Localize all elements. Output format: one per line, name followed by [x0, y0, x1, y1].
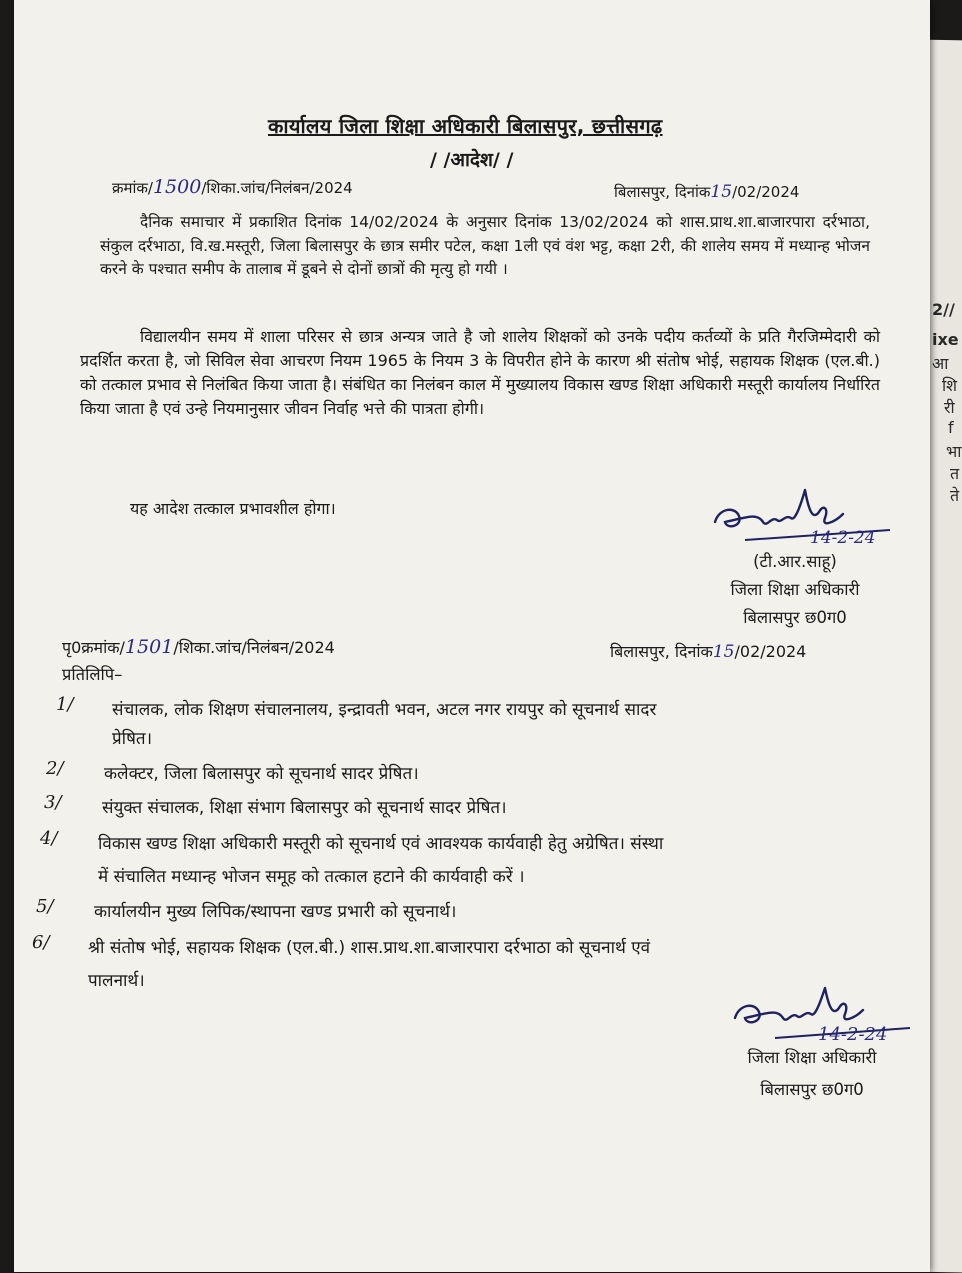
copy-item-text: संयुक्त संचालक, शिक्षा संभाग बिलासपुर को सूचनार्थ सादर प्रेषित। — [102, 798, 507, 818]
copy-item-text: संचालक, लोक शिक्षण संचालनालय, इन्द्रावती भवन, अटल नगर रायपुर को सूचनार्थ सादर — [112, 700, 657, 720]
signature-1-date: 14-2-24 — [810, 528, 876, 548]
copy-date-line — [610, 640, 806, 662]
order-day: 15 — [710, 182, 733, 202]
copy-item-number: 2/ — [46, 758, 64, 779]
copy-item — [88, 932, 650, 998]
side-fragment: ते — [950, 486, 960, 505]
copy-item-text-cont: में संचालित मध्यान्ह भोजन समूह को तत्काल हटाने की कार्यवाही करें । — [98, 867, 525, 887]
copy-item-text-cont: पालनार्थ। — [88, 971, 145, 991]
copy-date-suffix: /02/2024 — [734, 642, 807, 661]
copy-ref-line — [62, 636, 335, 658]
copy-item-text: श्री संतोष भोई, सहायक शिक्षक (एल.बी.) शास.प्राथ.शा.बाजारपारा दर्रभाठा को सूचनार्थ एवं — [88, 938, 651, 958]
copy-item — [98, 828, 663, 894]
copy-item — [94, 896, 457, 929]
order-date-line — [614, 182, 799, 202]
copy-place-date: बिलासपुर, दिनांक — [610, 642, 713, 661]
order-place-date: बिलासपुर, दिनांक — [614, 183, 711, 201]
order-number: 1500 — [152, 176, 202, 198]
order-date-suffix: /02/2024 — [732, 183, 800, 201]
side-fragment: शि — [942, 376, 958, 395]
order-ref-prefix: क्रमांक/ — [112, 179, 153, 197]
order-ref-line — [112, 176, 353, 198]
signatory-name: (टी.आर.साहू) — [753, 552, 837, 571]
copy-item-number: 6/ — [32, 932, 50, 953]
copy-item — [112, 694, 656, 756]
copy-item-number: 3/ — [44, 792, 62, 813]
body-paragraph-3: यह आदेश तत्काल प्रभावशील होगा। — [130, 499, 336, 518]
side-fragment: f — [948, 418, 954, 437]
side-fragment: ixe — [932, 330, 959, 349]
copy-item-text-cont: प्रेषित। — [112, 729, 153, 749]
order-title: / /आदेश/ / — [430, 149, 514, 171]
copy-item-number: 5/ — [36, 896, 54, 917]
signatory-location: बिलासपुर छ0ग0 — [743, 608, 847, 627]
copy-heading: प्रतिलिपि– — [62, 665, 123, 684]
signatory-location: बिलासपुर छ0ग0 — [760, 1080, 864, 1099]
signature-2-block — [712, 1042, 912, 1106]
copy-item — [104, 758, 419, 791]
side-fragment: आ — [932, 354, 949, 373]
copy-item — [102, 792, 507, 825]
body-paragraph-2: विद्यालयीन समय में शाला परिसर से छात्र अन्यत्र जाते है जो शालेय शिक्षकों को उनके पदीय कर्तव्यों के प्रति गैरजिम्मेदारी को प्रदर्शित करता है, जो सिविल सेवा आचरण नियम 1965 के नियम 3 के विपरीत होने के कारण श्री संतोष भोई, सहायक शिक्षक (एल.बी.) को तत्काल प्रभाव से निलंबित किया जाता है। संबंधित का निलंबन काल में मुख्यालय विकास खण्ड शिक्षा अधिकारी मस्तूरी कार्यालय निर्धारित किया जाता है एवं उन्हे नियमानुसार जीवन निर्वाह भत्ते की पात्रता होगी। — [80, 327, 880, 418]
copy-item-number: 1/ — [56, 694, 74, 715]
copy-item-text: कलेक्टर, जिला बिलासपुर को सूचनार्थ सादर प्रेषित। — [104, 764, 419, 784]
side-fragment: 2// — [932, 300, 955, 319]
side-fragment: री — [944, 398, 955, 417]
order-ref-suffix: /शिका.जांच/निलंबन/2024 — [201, 179, 353, 197]
copy-item-number: 4/ — [40, 828, 58, 849]
side-fragment: त — [950, 464, 960, 483]
copy-day: 15 — [712, 642, 735, 662]
copy-number: 1501 — [124, 636, 174, 658]
side-fragment: भा — [946, 442, 962, 461]
signatory-designation: जिला शिक्षा अधिकारी — [730, 580, 860, 599]
copy-item-text: कार्यालयीन मुख्य लिपिक/स्थापना खण्ड प्रभारी को सूचनार्थ। — [94, 902, 457, 922]
office-title: कार्यालय जिला शिक्षा अधिकारी बिलासपुर, छत्तीसगढ़ — [268, 114, 663, 138]
signature-2-date: 14-2-24 — [818, 1024, 888, 1045]
copy-item-text: विकास खण्ड शिक्षा अधिकारी मस्तूरी को सूचनार्थ एवं आवश्यक कार्यवाही हेतु अग्रेषित। संस्था — [98, 834, 664, 854]
copy-ref-prefix: पृ0क्रमांक/ — [62, 638, 125, 657]
signatory-designation: जिला शिक्षा अधिकारी — [747, 1048, 877, 1067]
copy-ref-suffix: /शिका.जांच/निलंबन/2024 — [173, 638, 335, 657]
body-paragraph-1: दैनिक समाचार में प्रकाशित दिनांक 14/02/2024 के अनुसार दिनांक 13/02/2024 को शास.प्राथ.शा.बाजारपारा दर्रभाठा, संकुल दर्रभाठा, वि.ख.मस्तूरी, जिला बिलासपुर के छात्र समीर पटेल, कक्षा 1ली एवं वंश भट्ट, कक्षा 2री, की शालेय समय में मध्यान्ह भोजन करने के पश्चात समीप के तालाब में डूबने से दोनों छात्रों की मृत्यु हो गयी । — [100, 213, 870, 278]
signature-1-block — [700, 548, 890, 632]
